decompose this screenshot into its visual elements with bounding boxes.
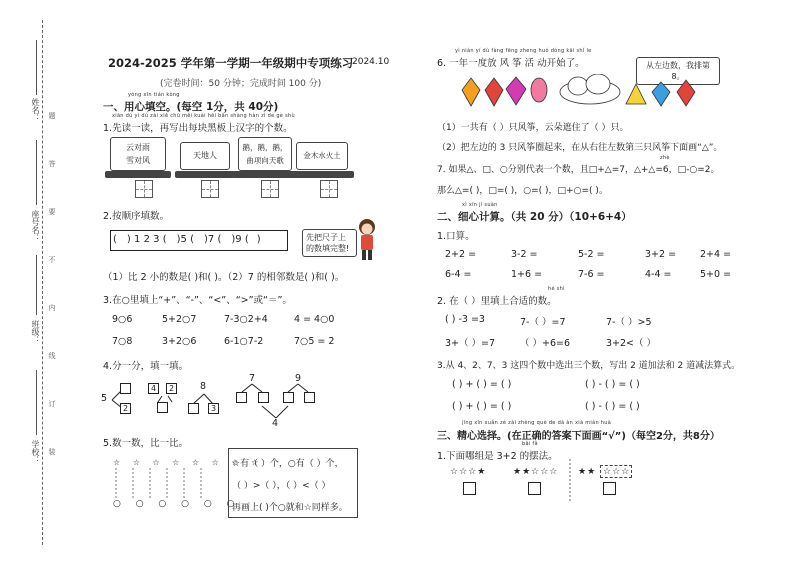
ruler-hint-callout: [302, 229, 357, 257]
calc-r2-2[interactable]: 1+6 =: [511, 269, 543, 280]
school-blank[interactable]: [36, 370, 37, 435]
s2-q2-pinyin: hé shì: [548, 286, 565, 292]
cut-word-2: 答: [48, 160, 56, 167]
board-3-line1: 鹅，鹅，鹅，: [242, 143, 288, 152]
fill-r1-1[interactable]: ( ) -3 =3: [445, 314, 485, 325]
q3-r2-c[interactable]: 6-1○7-2: [224, 336, 264, 347]
board-1-line1: 云对雨: [126, 143, 150, 152]
s2-q2-text: 2. 在（ ）里填上合适的数。: [437, 296, 557, 307]
calc-r1-3[interactable]: 5-2 =: [578, 249, 605, 260]
q3-text: 3.在○里填上“+”、“-”、“<”、“>”或“＝”。: [103, 295, 292, 306]
q7-pinyin: zhè: [660, 155, 670, 161]
bond-shared: 4: [272, 418, 279, 429]
q1-pinyin: xiān dú yì dú zài xiě chū měi kuài hēi bǎn shàng hàn zì de gè shù: [112, 113, 295, 119]
section1-heading: 一、用心填空。(每空 1分，共 40分): [103, 101, 279, 113]
bond4-whole: 7: [249, 373, 256, 384]
binding-line: [42, 20, 43, 545]
s2-q1-text: 1.口算。: [437, 231, 475, 242]
board-1-line2: 雪对风: [126, 156, 150, 165]
section2-pinyin: xì xīn jì suàn: [462, 202, 498, 208]
answer-grid-3[interactable]: [261, 180, 279, 198]
fill-r1-3[interactable]: 7-（ ）>5: [606, 317, 652, 328]
option-c-stars: ★★: [578, 467, 597, 477]
page-subtitle: (完卷时间：50 分钟；完成时间 100 分): [160, 79, 322, 89]
q3-r2-d[interactable]: 7○5 = 2: [294, 336, 335, 347]
board-4-line1: 金木水火土: [303, 151, 341, 160]
option-c-dashed-stars: ☆☆☆: [603, 467, 631, 477]
compare-line2: （ ）>（ ），（ ）<（ ）: [232, 481, 331, 491]
blackboard-3: [238, 137, 292, 171]
section3-pinyin: jīng xīn xuǎn zé zài zhèng què de dá àn xià miàn huà: [462, 420, 612, 426]
s2-q3-text: 3.从 4、2、7、3 这四个数中选出三个数，写出 2 道加法和 2 道减法算式。: [437, 361, 741, 371]
section3-heading: 三、精心选择。(在正确的答案下面画“√”)（每空2分，共8分）: [437, 431, 720, 442]
callout-line2: 的数填完整!: [306, 244, 350, 253]
girl-illustration: [356, 218, 378, 264]
circles-row: ○ ○ ○ ○ ○ ○: [113, 499, 241, 509]
option-b-stars: ★★☆☆☆: [513, 467, 559, 477]
bond4-box-b[interactable]: [258, 392, 269, 403]
s3-q1-pinyin: bǎi fǎ: [522, 441, 538, 447]
board-3-line2: 曲项向天歌: [246, 156, 284, 165]
board-1-ledge: [105, 171, 171, 178]
bond5-whole: 9: [295, 373, 302, 384]
ruler-slot: (: [162, 234, 167, 245]
fill-r2-2[interactable]: （ ）+6=6: [520, 338, 571, 349]
cut-word-5: 内: [48, 304, 56, 311]
number-bonds: [100, 372, 340, 434]
q2-text: 2.按顺序填数。: [103, 211, 170, 222]
ruler-slot: ): [256, 234, 261, 245]
q3-r2-b[interactable]: 3+2○6: [162, 336, 197, 347]
ruler-numbers: [113, 234, 261, 245]
page-title: 2024-2025 学年第一学期一年级期中专项练习: [108, 56, 354, 70]
answer-grid-2[interactable]: [201, 180, 219, 198]
ruler-slot: ): [231, 234, 236, 245]
ruler-num: 7: [207, 234, 215, 245]
q2-subquestions: （1）比 2 小的数是( )和( )。（2）7 的相邻数是( )和( )。: [103, 272, 345, 283]
bond3-box[interactable]: [188, 403, 199, 414]
bond5-box-b[interactable]: [304, 392, 315, 403]
bond4-box-a[interactable]: [236, 392, 247, 403]
fill-r1-2[interactable]: 7-（ ）=7: [520, 317, 566, 328]
section2-heading: 二、细心计算。（共 20 分）（10+6+4）: [437, 211, 632, 223]
q6-line2: （2）把左边的 3 只风筝圈起来，在从右往左数第三只风筝下面画“△”。: [437, 143, 723, 153]
calc-r2-1[interactable]: 6-4 =: [445, 269, 472, 280]
ruler-slot: (: [217, 234, 222, 245]
section1-pinyin: yòng xīn tián kòng: [128, 92, 180, 98]
calc-r1-2[interactable]: 3-2 =: [511, 249, 538, 260]
compare-line3: 再画上( )个○就和☆同样多。: [232, 503, 348, 513]
option-divider: [566, 459, 574, 503]
bond5-box-a[interactable]: [283, 392, 294, 403]
bond1-part: 2: [120, 403, 131, 414]
bond3-whole: 8: [200, 381, 207, 392]
board-4-ledge: [292, 171, 354, 178]
ruler-num: 3: [153, 234, 160, 245]
blackboard-4: [296, 142, 348, 170]
compare-line1: ☆有（ ）个，○有（ ）个，: [232, 459, 344, 469]
q7-line2: 那么△=( )，□=( )，○=( )，□+○=( )。: [437, 186, 608, 196]
class-blank[interactable]: [36, 255, 37, 315]
s3-q1-text: 1.下面哪组是 3+2 的摆法。: [437, 451, 558, 462]
q3-r1-d[interactable]: 4 = 4○0: [294, 314, 335, 325]
kites-illustration: [460, 74, 710, 114]
eq-sub-2[interactable]: ( ) - ( ) = ( ): [585, 401, 640, 412]
bond2-part-b: 2: [166, 383, 177, 394]
ruler-slot: (: [244, 234, 249, 245]
calc-r2-3[interactable]: 7-6 =: [578, 269, 605, 280]
ruler-num: 5: [180, 234, 187, 245]
board-2-line1: 天地人: [193, 151, 217, 160]
ruler-slot: (: [113, 234, 117, 245]
cut-word-1: 题: [48, 112, 56, 119]
stars-row: ☆ ☆ ☆ ☆ ☆ ☆ ☆ ☆: [113, 458, 264, 467]
page-date: 2024.10: [352, 57, 390, 67]
bond1-box-top[interactable]: [120, 383, 131, 394]
name-blank[interactable]: [36, 40, 37, 95]
eq-add-1[interactable]: ( ) + ( ) = ( ): [452, 379, 512, 390]
q5-text: 5.数一数，比一比。: [103, 438, 189, 449]
bond3-part: 3: [208, 403, 219, 414]
q4-text: 4.分一分，填一填。: [103, 361, 189, 372]
board-3-ledge: [233, 171, 297, 178]
calc-r1-1[interactable]: 2+2 =: [445, 249, 477, 260]
board-2-ledge: [175, 171, 235, 178]
dashed-column-guides: [110, 468, 230, 500]
calc-r2-5[interactable]: 5+0 =: [700, 269, 732, 280]
cut-word-4: 不: [48, 256, 56, 263]
q1-text: 1.先读一读，再写出每块黑板上汉字的个数。: [103, 123, 293, 134]
answer-grid-1[interactable]: [135, 180, 153, 198]
blackboard-2: [180, 142, 230, 170]
bond1-whole: 5: [101, 393, 108, 404]
school-label: 学校：: [31, 440, 40, 464]
option-c-checkbox[interactable]: [603, 482, 616, 495]
bond2-part-a: 4: [148, 383, 159, 394]
q3-r1-b[interactable]: 5+2○7: [162, 314, 197, 325]
q6-line1: （1）一共有（ ）只风筝，云朵遮住了（ ）只。: [437, 123, 629, 133]
calc-r1-4[interactable]: 3+2 =: [645, 249, 677, 260]
fill-r2-3[interactable]: 3+2<（ ）: [606, 338, 657, 349]
callout-line1: 先把尺子上: [306, 233, 346, 242]
class-label: 班级：: [31, 320, 40, 344]
ruler-slot: ): [126, 234, 131, 245]
q6-pinyin: yì nián yí dù fàng fēng zheng huó dòng kāi shǐ le: [455, 48, 592, 54]
cut-word-8: 装: [48, 448, 56, 455]
speech-bubble: 从左边数，我排第 8。: [636, 57, 720, 85]
fill-r2-1[interactable]: 3+（ ）=7: [445, 338, 496, 349]
seat-blank[interactable]: [36, 140, 37, 205]
cut-word-3: 要: [48, 208, 56, 215]
option-b-checkbox[interactable]: [528, 482, 541, 495]
eq-add-2[interactable]: ( ) + ( ) = ( ): [452, 401, 512, 412]
option-a-checkbox[interactable]: [463, 482, 476, 495]
name-label: 姓名：: [31, 98, 40, 122]
ruler-num: 1: [134, 234, 141, 245]
seat-label: 座号名：: [31, 210, 40, 242]
q3-r2-a[interactable]: 7○8: [112, 336, 133, 347]
cut-word-7: 订: [48, 400, 56, 407]
calc-r1-5[interactable]: 2+4 =: [700, 249, 732, 260]
answer-grid-4[interactable]: [320, 180, 338, 198]
bond2-box-whole[interactable]: [157, 402, 168, 413]
ruler-slot: ): [203, 234, 208, 245]
cut-word-6: 线: [48, 352, 56, 359]
eq-sub-1[interactable]: ( ) - ( ) = ( ): [585, 379, 640, 390]
ruler-num: 9: [235, 234, 242, 245]
option-a-stars: ☆☆☆★: [450, 467, 487, 477]
q3-r1-c[interactable]: 7-3○2+4: [224, 314, 268, 325]
q6-text: 6. 一年一度放 风 筝 活 动开始了。: [437, 58, 585, 69]
ruler-num: 2: [143, 234, 150, 245]
calc-r2-4[interactable]: 4-4 =: [645, 269, 672, 280]
ruler-slot: (: [190, 234, 194, 245]
q7-text: 7. 如果△、□、○分别代表一个数，且□+△=7，△+△=6，□-○=2。: [437, 165, 720, 175]
q3-r1-a[interactable]: 9○6: [112, 314, 133, 325]
ruler-slot: ): [176, 234, 181, 245]
blackboard-1: [110, 137, 166, 171]
